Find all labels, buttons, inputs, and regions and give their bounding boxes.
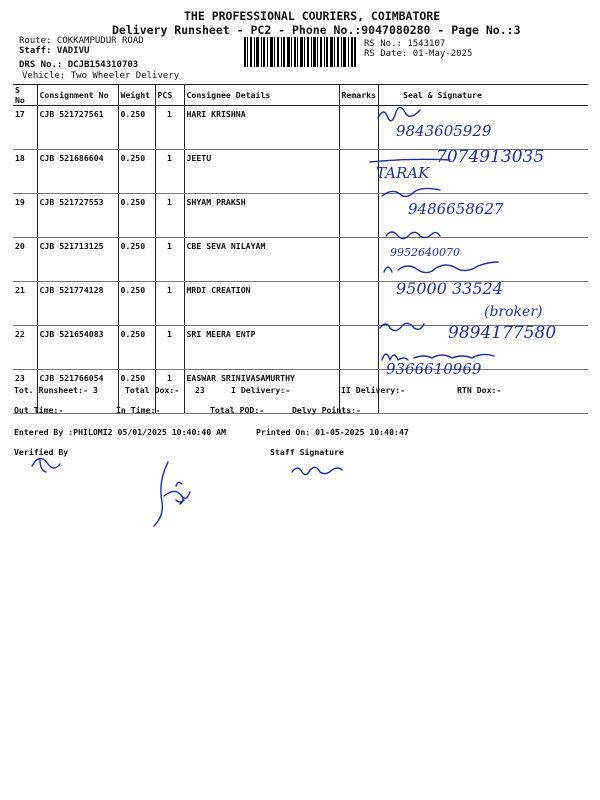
- cell-weight: 0.250: [118, 282, 155, 326]
- cell-pcs: 1: [155, 194, 184, 238]
- total-dox-label: Total Dox:-: [125, 385, 180, 395]
- cell-sno: 20: [13, 238, 37, 282]
- table-row: [13, 326, 588, 370]
- cell-signature: [379, 326, 588, 370]
- table-header-row: [13, 85, 588, 106]
- runsheet-table: [13, 84, 588, 414]
- cell-pcs: 1: [155, 106, 184, 150]
- runsheet-subtitle: Delivery Runsheet - PC2 - Phone No.:9047080280 - Page No.:3: [112, 23, 521, 37]
- table-row: [13, 238, 588, 282]
- cell-signature: [379, 106, 588, 150]
- cell-consignee: SHYAM PRAKSH: [184, 194, 339, 238]
- signature-17: 9843605929: [396, 122, 492, 140]
- cell-pcs: 1: [155, 282, 184, 326]
- cell-signature: [379, 194, 588, 238]
- cell-weight: 0.250: [118, 326, 155, 370]
- cell-sno: 19: [13, 194, 37, 238]
- cell-pcs: 1: [155, 150, 184, 194]
- cell-remarks: [339, 282, 379, 326]
- ii-delivery: II Delivery:-: [341, 385, 406, 395]
- cell-weight: 0.250: [118, 106, 155, 150]
- cell-remarks: [339, 238, 379, 282]
- cell-consignment-no: CJB 521774128: [37, 282, 118, 326]
- printed-on: Printed On: 01-05-2025 10:40:47: [256, 427, 409, 437]
- signature-22-note: (broker): [484, 304, 543, 320]
- signature-18-phone: 7074913035: [436, 147, 545, 167]
- cell-signature: [379, 238, 588, 282]
- cell-remarks: [339, 194, 379, 238]
- total-runsheet: Tot. Runsheet:- 3: [14, 385, 98, 395]
- cell-consignee: CBE SEVA NILAYAM: [184, 238, 339, 282]
- barcode: [244, 37, 356, 67]
- in-time: In Time:-: [116, 405, 161, 415]
- total-dox-value: 23: [195, 385, 205, 395]
- signature-23: 9366610969: [386, 360, 482, 378]
- cell-remarks: [339, 150, 379, 194]
- cell-consignment-no: CJB 521727553: [37, 194, 118, 238]
- staff-signature-label: Staff Signature: [270, 447, 344, 457]
- cell-weight: 0.250: [118, 194, 155, 238]
- verified-by-label: Verified By: [14, 447, 69, 457]
- cell-consignment-no: CJB 521727561: [37, 106, 118, 150]
- cell-weight: 0.250: [118, 370, 155, 414]
- cell-remarks: [339, 106, 379, 150]
- total-pod: Total POD:-: [210, 405, 265, 415]
- col-header-sno: S No: [13, 85, 37, 106]
- vehicle-label: Vehicle: Two Wheeler Delivery: [22, 71, 180, 81]
- rtn-dox: RTN Dox:-: [457, 385, 502, 395]
- col-header-consignee: Consignee Details: [184, 85, 339, 106]
- cell-signature: [379, 150, 588, 194]
- cell-pcs: 1: [155, 370, 184, 414]
- rs-date: RS Date: 01-May-2025: [364, 49, 473, 59]
- col-header-consignment: Consignment No: [37, 85, 118, 106]
- cell-sno: 21: [13, 282, 37, 326]
- cell-pcs: 1: [155, 238, 184, 282]
- cell-pcs: 1: [155, 326, 184, 370]
- cell-consignment-no: CJB 521766054: [37, 370, 118, 414]
- col-header-weight: Weight: [118, 85, 155, 106]
- cell-consignee: HARI KRISHNA: [184, 106, 339, 150]
- table-row: [13, 150, 588, 194]
- cell-consignment-no: CJB 521686604: [37, 150, 118, 194]
- drs-number: DRS No.: DCJB154310703: [19, 60, 139, 70]
- staff-signature-scribble: [292, 467, 342, 474]
- cell-consignee: MRDI CREATION: [184, 282, 339, 326]
- cell-sno: 22: [13, 326, 37, 370]
- barcode-graphic: [244, 37, 356, 67]
- cell-weight: 0.250: [118, 150, 155, 194]
- col-header-remarks: Remarks: [339, 85, 379, 106]
- table-row: [13, 282, 588, 326]
- col-header-seal-signature: Seal & Signature: [379, 85, 588, 106]
- out-time: Out Time:-: [14, 405, 64, 415]
- delvy-points: Delvy Points:-: [292, 405, 362, 415]
- table-row: [13, 106, 588, 150]
- staff-label: Staff: VADIVU: [19, 46, 90, 56]
- signature-22-phone: 9894177580: [448, 323, 557, 343]
- i-delivery: I Delivery:-: [231, 385, 291, 395]
- route-label: Route: COKKAMPUDUR ROAD: [19, 36, 144, 46]
- signature-18-name: TARAK: [376, 164, 430, 182]
- signature-21: 95000 33524: [396, 279, 503, 298]
- cell-sno: 23: [13, 370, 37, 414]
- signature-19: 9486658627: [408, 200, 504, 218]
- cell-consignment-no: CJB 521654083: [37, 326, 118, 370]
- cell-signature: [379, 282, 588, 326]
- rs-number: RS No.: 1543107: [364, 39, 446, 49]
- cell-consignee: EASWAR SRINIVASAMURTHY: [184, 370, 339, 414]
- signature-20: 9952640070: [390, 246, 460, 259]
- cell-sno: 17: [13, 106, 37, 150]
- cell-sno: 18: [13, 150, 37, 194]
- cell-consignee: JEETU: [184, 150, 339, 194]
- verified-by-signature: [32, 458, 60, 472]
- cell-weight: 0.250: [118, 238, 155, 282]
- entered-by: Entered By :PHILOMI2 05/01/2025 10:40:40 AM: [14, 427, 226, 437]
- central-signature: [154, 462, 190, 526]
- company-title: THE PROFESSIONAL COURIERS, COIMBATORE: [184, 9, 441, 23]
- cell-remarks: [339, 326, 379, 370]
- cell-consignee: SRI MEERA ENTP: [184, 326, 339, 370]
- col-header-pcs: PCS: [155, 85, 184, 106]
- table-row: [13, 194, 588, 238]
- cell-consignment-no: CJB 521713125: [37, 238, 118, 282]
